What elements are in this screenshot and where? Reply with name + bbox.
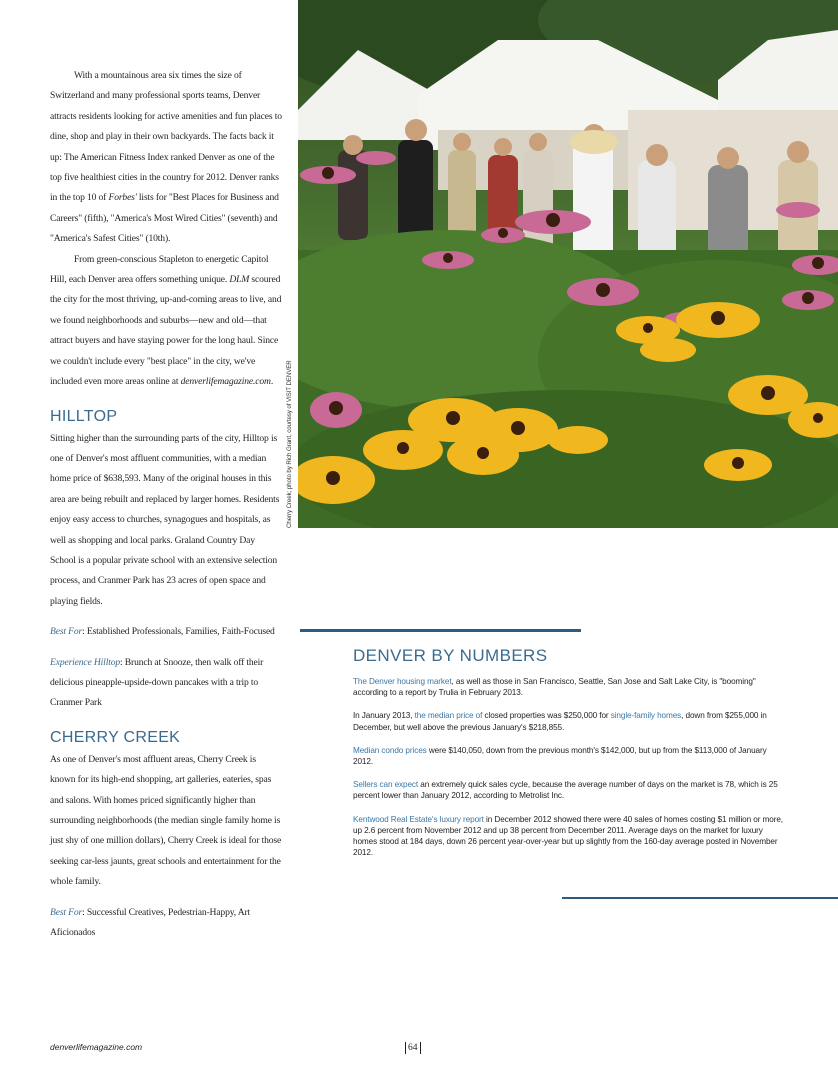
highlight-link[interactable]: Median condo prices	[353, 745, 427, 755]
intro2-mid: scoured the city for the most thriving, up-and-coming areas to live, and we found neighborhoods and suburbs—new and old—that attract buyers and have staying power for the long haul. Since we couldn't include every "best place" in the city, we've included even more areas online at	[50, 274, 282, 388]
intro2-start: From green-conscious Stapleton to energetic Capitol Hill, each Denver area offers something unique.	[50, 253, 269, 286]
numbers-heading: DENVER BY NUMBERS	[353, 646, 548, 665]
festival-photo	[298, 0, 838, 528]
highlight-link[interactable]: the median price of	[414, 711, 483, 721]
numbers-item-3	[353, 745, 783, 767]
cherry-creek-best-for	[50, 903, 282, 944]
item-text: closed properties was $250,000 for	[482, 711, 611, 721]
numbers-item-1	[353, 676, 783, 698]
page-number	[403, 1042, 423, 1054]
hilltop-heading: HILLTOP	[50, 407, 118, 425]
photo-illustration	[298, 0, 838, 528]
dlm-italic: DLM	[229, 274, 250, 286]
numbers-item-2	[353, 710, 783, 732]
item-text: , down from $255,000 in December, but well above the previous January's $218,855.	[353, 711, 767, 732]
page-bar-left	[405, 1042, 406, 1054]
best-for-text: : Successful Creatives, Pedestrian-Happy, Art Aficionados	[50, 906, 251, 939]
experience-label: Experience Hilltop	[50, 656, 121, 668]
numbers-item-5	[353, 814, 783, 859]
section-rule-top	[300, 629, 581, 632]
cherry-creek-heading: CHERRY CREEK	[50, 728, 181, 746]
item-text: in December 2012 showed there were 40 sales of homes costing $1 million or more, up 2.6 percent from November 2012 and up 38 percent from December 2011. Average days on the market for luxury homes stood at 184 days, down 26 percent year-over-year but up slightly from the 160-day average posted in November 2012.	[353, 814, 783, 858]
intro-paragraph-2	[50, 250, 282, 393]
item-text: an extremely quick sales cycle, because the average number of days on the market is 78, which is 25 percent lower than January 2012, according to Metrolist Inc.	[353, 780, 778, 801]
item-text: , as well as those in San Francisco, Seattle, San Jose and Salt Lake City, is "booming" according to a report by Trulia in February 2013.	[353, 677, 756, 698]
intro-text: With a mountainous area six times the size of Switzerland and many professional sports teams, Denver attracts residents looking for active amenities and fun places to dine, shop and play in their own backyards. The facts back it up: The American Fitness Index ranked Denver as one of the top five healthiest cities in the country for 2012. Denver ranks in the top 10 of	[50, 70, 282, 204]
page-bar-right	[420, 1042, 421, 1054]
highlight-link[interactable]: single-family homes	[610, 711, 682, 721]
highlight-link[interactable]: Sellers can expect	[353, 780, 419, 790]
item-text: were $140,050, down from the previous month's $142,000, but up from the $113,000 of January 2012.	[353, 745, 767, 767]
footer-url[interactable]: denverlifemagazine.com	[50, 1042, 143, 1052]
intro-paragraph-1	[50, 66, 282, 250]
section-rule-bottom	[562, 897, 838, 899]
denver-by-numbers	[353, 646, 783, 870]
highlight-link[interactable]: Kentwood Real Estate's luxury report	[353, 814, 484, 824]
item-text: In January 2013,	[353, 711, 415, 721]
page-number-text: 64	[408, 1043, 418, 1054]
intro-text-end: lists for "Best Places for Business and Careers" (fifth), "America's Most Wired Cities" (seventh) and "America's Safest Cities" (10th).	[50, 192, 279, 245]
experience-text: : Brunch at Snooze, then walk off their delicious pineapple-upside-down pancakes with a trip to Cranmer Park	[50, 656, 264, 709]
hilltop-best-for	[50, 622, 282, 642]
hilltop-body: Sitting higher than the surrounding parts of the city, Hilltop is one of Denver's most affluent communities, with a median home price of $638,593. Many of the original houses in this area are being rebuilt and replaced by larger homes. Residents enjoy easy access to churches, synagogues and hospitals, as well as shopping and local parks. Graland Country Day School is a popular private school with an extensive selection process, and Cranmer Park has 23 acres of open space and playing fields.	[50, 432, 280, 607]
highlight-link[interactable]: The Denver housing market	[353, 677, 452, 686]
photo-credit-text: Cherry Creek; photo by Rich Grant, courtesy of VISIT DENVER	[286, 360, 293, 528]
website-link[interactable]: denverlifemagazine.com	[180, 376, 271, 388]
intro2-end: .	[270, 376, 274, 388]
best-for-text: : Established Professionals, Families, Faith-Focused	[82, 626, 275, 638]
forbes-italic: Forbes'	[108, 192, 137, 204]
best-for-label: Best For	[50, 906, 83, 918]
numbers-item-4	[353, 779, 783, 801]
hilltop-experience	[50, 653, 282, 714]
best-for-label: Best For	[50, 626, 83, 638]
left-column	[50, 66, 282, 943]
cherry-creek-body: As one of Denver's most affluent areas, Cherry Creek is known for its high-end shopping, art galleries, eateries, spas and salons. With homes priced significantly higher than surrounding neighborhoods (the median single family home is just shy of one million dollars), Cherry Creek is ideal for those seeking car-less jaunts, great schools and entertainment for the whole family.	[50, 753, 282, 888]
